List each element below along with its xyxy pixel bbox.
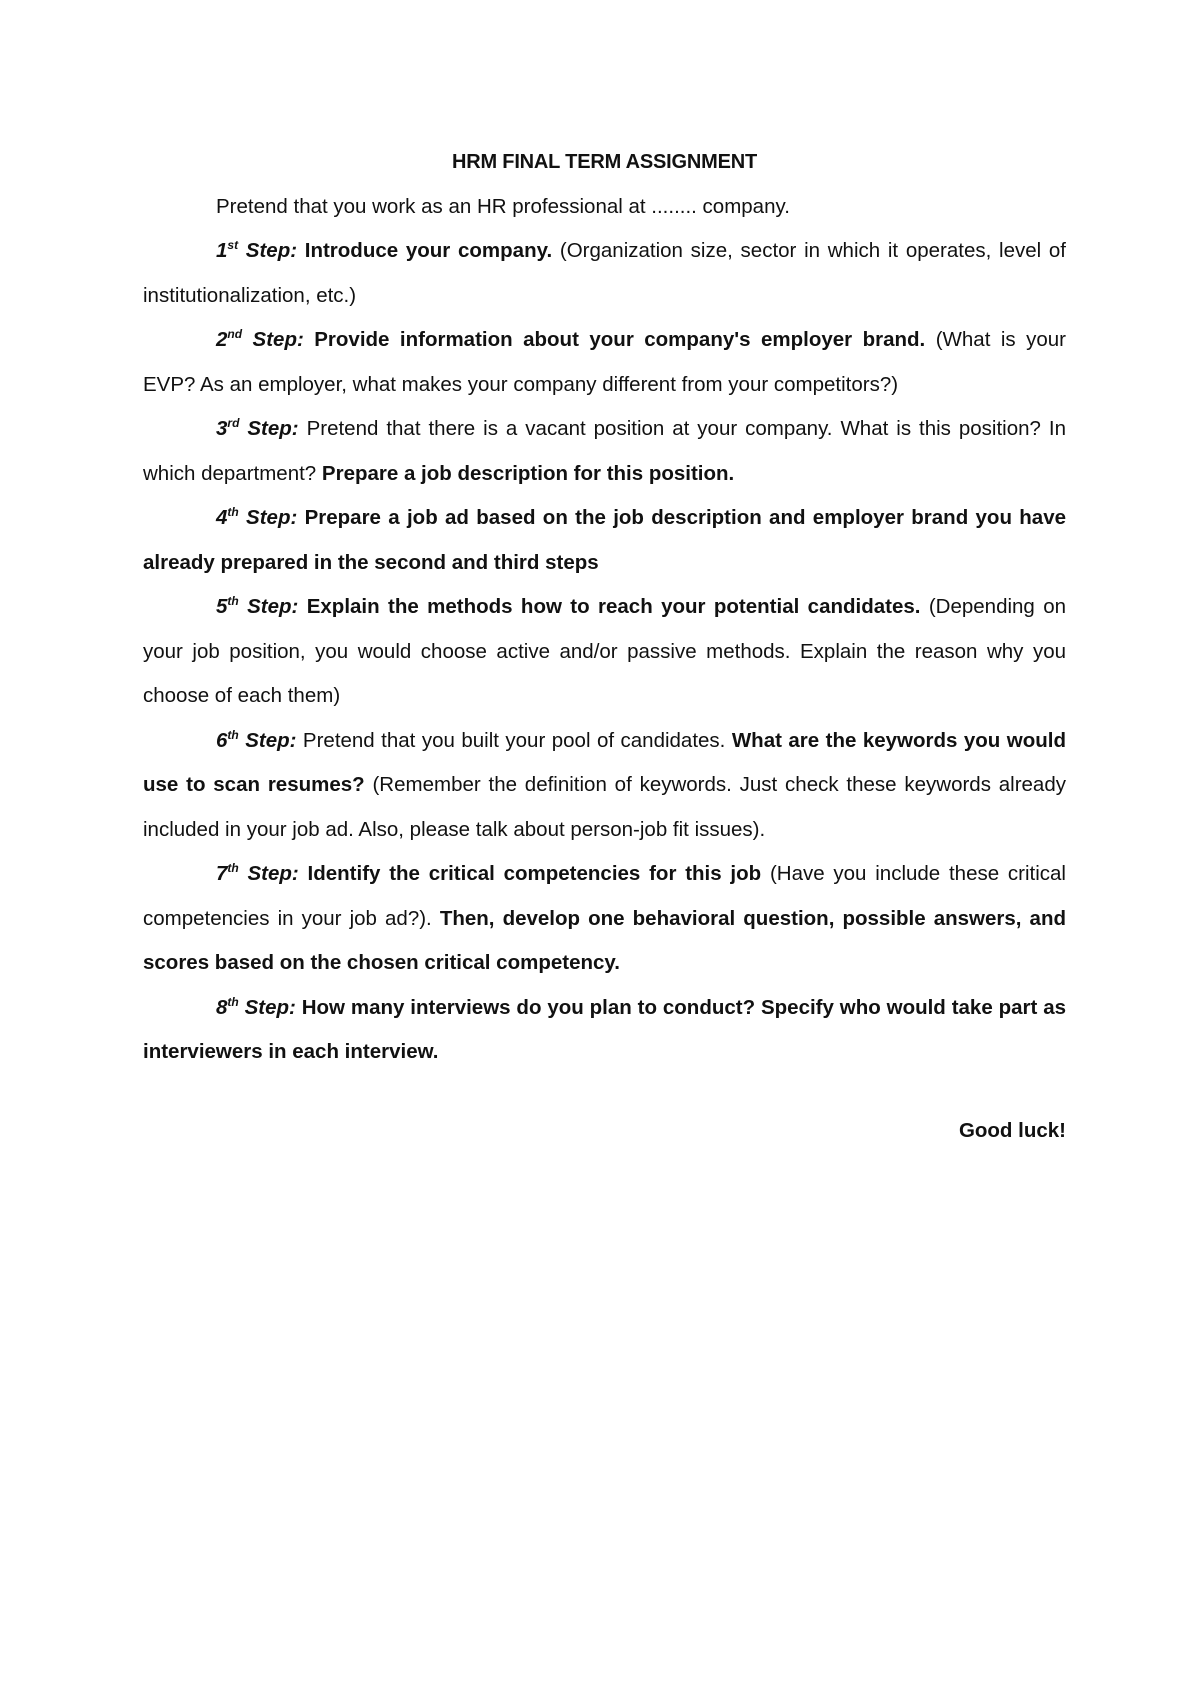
step-word: Step: [242,328,304,351]
step-word: Step: [238,728,297,752]
steps-list [143,229,1066,1075]
step-instruction-text: Pretend that there is a vacant position at your company. What is this position? In which department? [143,417,1066,485]
document-title: HRM FINAL TERM ASSIGNMENT [452,151,757,173]
step-instruction-bold: Prepare a job ad based on the job description and employer brand you have already prepared in the second and third steps [143,506,1066,574]
step-word: Step: [238,595,299,618]
step-instruction-text: (Organization size, sector in which it operates, level of institutionalization, etc.) [143,239,1066,307]
step-word: Step: [238,862,299,885]
step-number: 8 [216,995,228,1019]
step-ordinal-suffix: rd [227,416,240,430]
step-word: Step: [238,506,298,529]
step-number: 6 [216,728,228,752]
step-paragraph [143,407,1066,496]
step-instruction-bold: Then, develop one behavioral question, possible answers, and scores based on the chosen critical competency. [143,906,1067,974]
step-instruction-bold: What are the keywords you would use to scan resumes? [143,728,1066,796]
step-ordinal-suffix: th [227,994,239,1009]
step-label [216,239,297,262]
step-instruction-text: (Have you include these critical competencies in your job ad?). [143,862,1066,930]
step-paragraph [143,585,1066,719]
step-label [216,729,296,752]
step-instruction-text: (Remember the definition of keywords. Just check these keywords already included in your job ad. Also, please talk about person-job fit issues). [143,773,1066,841]
step-number: 1 [216,239,228,262]
step-instruction-bold: Explain the methods how to reach your potential candidates. [298,595,921,618]
intro-paragraph: Pretend that you work as an HR professional at ........ company. [216,194,790,218]
step-number: 5 [216,595,228,618]
step-label [216,328,304,351]
step-label [216,506,297,529]
signoff-text: Good luck! [958,1119,1066,1142]
step-word: Step: [238,995,296,1019]
step-word: Step: [239,417,299,440]
step-paragraph [143,986,1066,1075]
step-label [216,862,299,885]
step-instruction-bold: Introduce your company. [297,239,553,262]
step-number: 7 [216,862,228,885]
step-paragraph [143,719,1066,853]
step-paragraph [143,229,1066,318]
step-ordinal-suffix: th [227,594,239,608]
step-instruction-text: (What is your EVP? As an employer, what makes your company different from your competitors?) [143,328,1066,396]
document-body [143,140,1066,1075]
step-instruction-text: (Depending on your job position, you would choose active and/or passive methods. Explain the reason why you choose of each them) [143,595,1067,707]
step-ordinal-suffix: th [227,505,239,519]
step-ordinal-suffix: st [227,238,239,252]
step-instruction-bold: Prepare a job description for this position. [316,461,735,485]
step-paragraph [143,852,1066,986]
step-instruction-text: Pretend that you built your pool of candidates. [296,728,726,752]
step-instruction-bold: Identify the critical competencies for this job [298,862,762,885]
step-label [216,417,299,440]
step-instruction-bold: How many interviews do you plan to conduct? Specify who would take part as interviewers in each interview. [143,995,1066,1063]
step-ordinal-suffix: nd [227,327,243,341]
step-number: 2 [216,328,228,351]
step-label [216,996,296,1019]
step-number: 3 [216,417,228,440]
step-paragraph [143,496,1066,585]
step-number: 4 [216,506,228,529]
step-ordinal-suffix: th [227,861,239,875]
step-instruction-bold: Provide information about your company's employer brand. [303,328,926,351]
step-ordinal-suffix: th [227,727,239,742]
step-paragraph [143,318,1066,407]
step-label [216,595,298,618]
step-word: Step: [238,239,298,262]
